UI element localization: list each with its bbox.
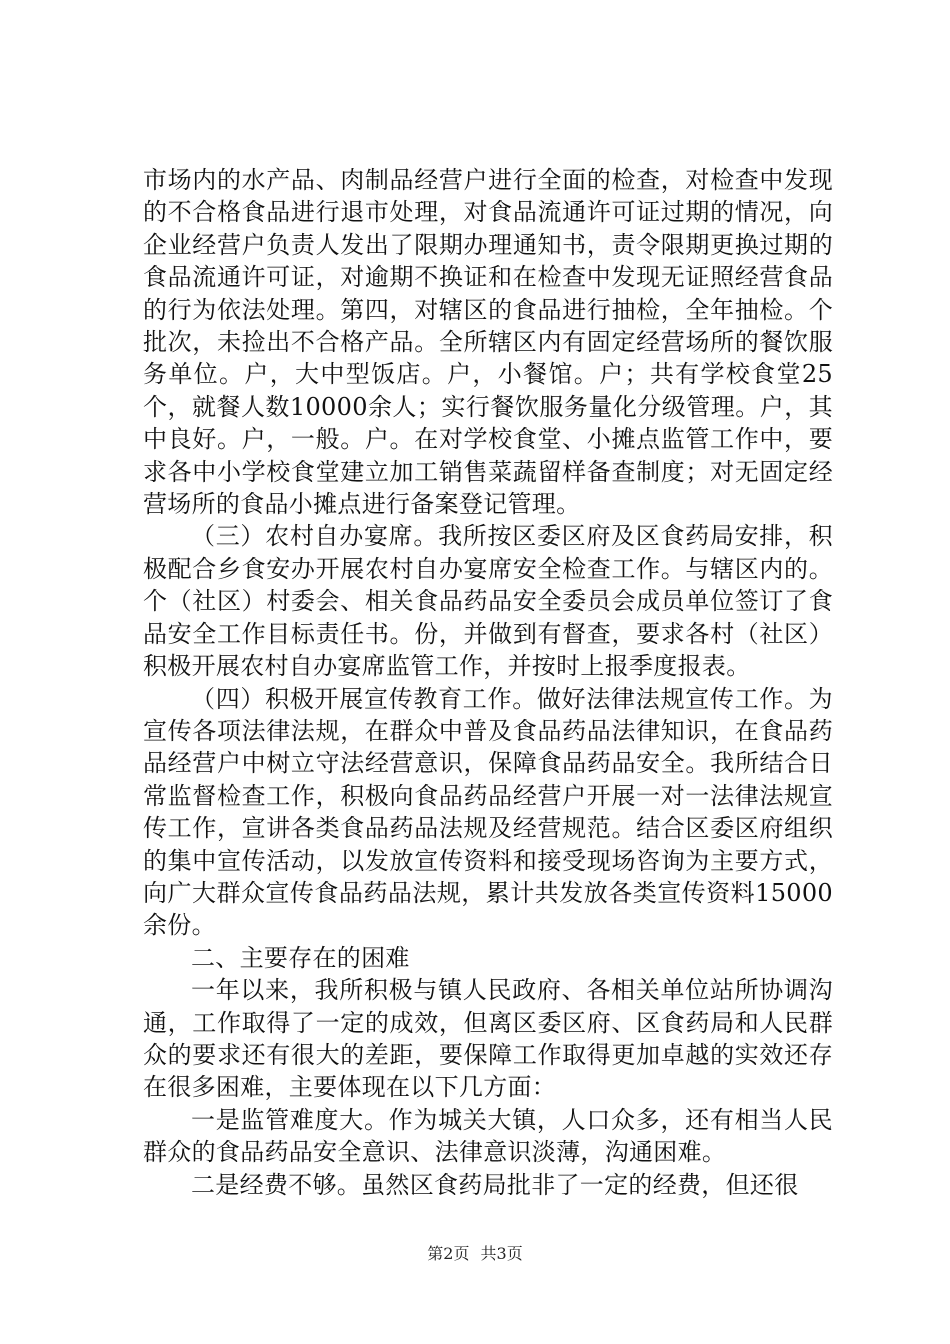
page-footer: [0, 1244, 950, 1264]
page-total: 共3页: [480, 1244, 523, 1263]
document-body: [143, 164, 833, 1201]
paragraph-continuation: 市场内的水产品、肉制品经营户进行全面的检查，对检查中发现的不合格食品进行退市处理，对食品流通许可证过期的情况，向企业经营户负责人发出了限期办理通知书，责令限期更换过期的食品流通许可证，对逾期不换证和在检查中发现无证照经营食品的行为依法处理。第四，对辖区的食品进行抽检，全年抽检。个批次，未捡出不合格产品。全所辖区内有固定经营场所的餐饮服务单位。户，大中型饭店。户，小餐馆。户；共有学校食堂25个，就餐人数10000余人；实行餐饮服务量化分级管理。户，其中良好。户，一般。户。在对学校食堂、小摊点监管工作中，要求各中小学校食堂建立加工销售菜蔬留样备查制度；对无固定经营场所的食品小摊点进行备案登记管理。: [143, 166, 833, 519]
paragraph-publicity-education: （四）积极开展宣传教育工作。做好法律法规宣传工作。为宣传各项法律法规，在群众中普及食品药品法律知识，在食品药品经营户中树立守法经营意识，保障食品药品安全。我所结合日常监督检查工作，积极向食品药品经营户开展一对一法律法规宣传工作，宣讲各类食品药品法规及经营规范。结合区委区府组织的集中宣传活动，以发放宣传资料和接受现场咨询为主要方式，向广大群众宣传食品药品法规，累计共发放各类宣传资料15000余份。: [143, 684, 833, 940]
paragraph-rural-banquets: （三）农村自办宴席。我所按区委区府及区食药局安排，积极配合乡食安办开展农村自办宴席安全检查工作。与辖区内的。个（社区）村委会、相关食品药品安全委员会成员单位签订了食品安全工作目标责任书。份，并做到有督查，要求各村（社区）积极开展农村自办宴席监管工作，并按时上报季度报表。: [143, 522, 833, 681]
paragraph-difficulty-one: 一是监管难度大。作为城关大镇，人口众多，还有相当人民群众的食品药品安全意识、法律意识淡薄，沟通困难。: [143, 1105, 833, 1167]
page-number: 第2页: [427, 1244, 470, 1263]
section-heading-difficulties: 二、主要存在的困难: [191, 943, 410, 972]
paragraph-difficulties-intro: 一年以来，我所积极与镇人民政府、各相关单位站所协调沟通，工作取得了一定的成效，但离区委区府、区食药局和人民群众的要求还有很大的差距，要保障工作取得更加卓越的实效还存在很多困难，主要体现在以下几方面：: [143, 976, 833, 1102]
paragraph-difficulty-two: 二是经费不够。虽然区食药局批非了一定的经费，但还很: [191, 1170, 799, 1199]
